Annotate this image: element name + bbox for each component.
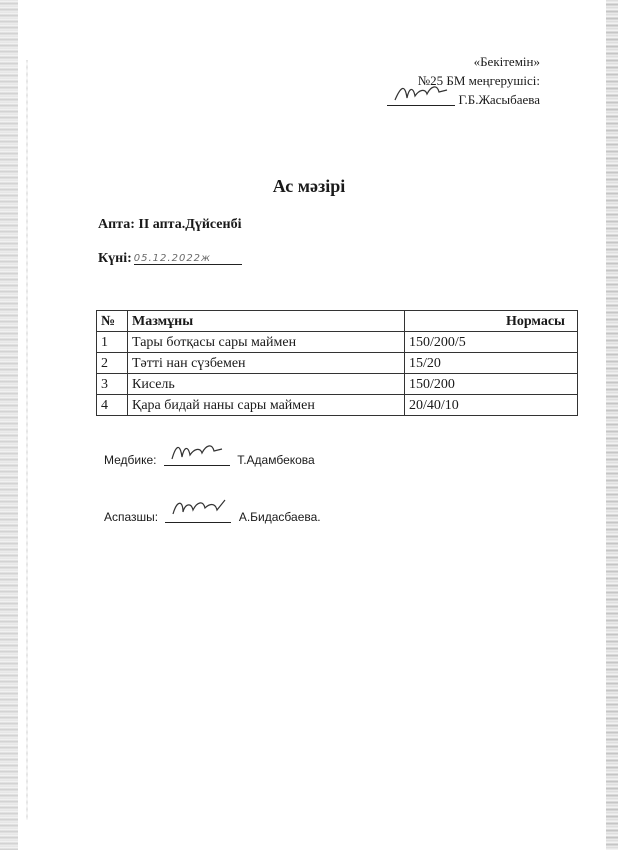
row-content: Кисель — [128, 374, 405, 395]
scan-edge-left — [0, 0, 18, 850]
row-num: 2 — [97, 353, 128, 374]
row-num: 1 — [97, 332, 128, 353]
cook-label: Аспазшы: — [104, 510, 159, 524]
approval-block — [387, 52, 540, 109]
row-content: Тары ботқасы сары маймен — [128, 332, 405, 353]
row-norm: 20/40/10 — [405, 395, 578, 416]
cook-signature-icon — [171, 496, 229, 520]
row-norm: 150/200 — [405, 374, 578, 395]
row-content: Қара бидай наны сары маймен — [128, 395, 405, 416]
page-title: Ас мәзірі — [272, 176, 346, 196]
day-line — [98, 251, 242, 267]
head-signature-icon — [393, 82, 453, 104]
day-label: Күні: — [98, 251, 132, 266]
nurse-label: Медбике: — [104, 453, 157, 467]
nurse-name: Т.Адамбекова — [237, 453, 315, 467]
cook-line — [104, 508, 321, 524]
row-content: Тәтті нан сүзбемен — [128, 353, 405, 374]
menu-table — [96, 310, 578, 416]
row-norm: 150/200/5 — [405, 332, 578, 353]
nurse-signature-icon — [170, 439, 228, 463]
approval-line2: №25 БМ меңгерушісі: — [417, 73, 540, 88]
row-norm: 15/20 — [405, 353, 578, 374]
row-num: 4 — [97, 395, 128, 416]
header-content: Мазмұны — [128, 311, 405, 332]
approval-name: Г.Б.Жасыбаева — [458, 92, 540, 107]
week-line: Апта: II апта.Дүйсенбі — [98, 217, 242, 232]
table-header-row — [97, 311, 578, 332]
scan-line-left — [26, 60, 28, 820]
header-num: № — [97, 311, 128, 332]
table-row — [97, 332, 578, 353]
day-value: 05.12.2022ж — [134, 253, 242, 265]
approval-sign-line — [387, 90, 540, 109]
scan-edge-right — [606, 0, 618, 850]
header-norm: Нормасы — [405, 311, 578, 332]
table-row — [97, 395, 578, 416]
table-row — [97, 374, 578, 395]
approval-line1: «Бекітемін» — [473, 54, 540, 69]
table-row — [97, 353, 578, 374]
row-num: 3 — [97, 374, 128, 395]
nurse-line — [104, 451, 315, 467]
cook-name: А.Бидасбаева. — [238, 510, 321, 524]
